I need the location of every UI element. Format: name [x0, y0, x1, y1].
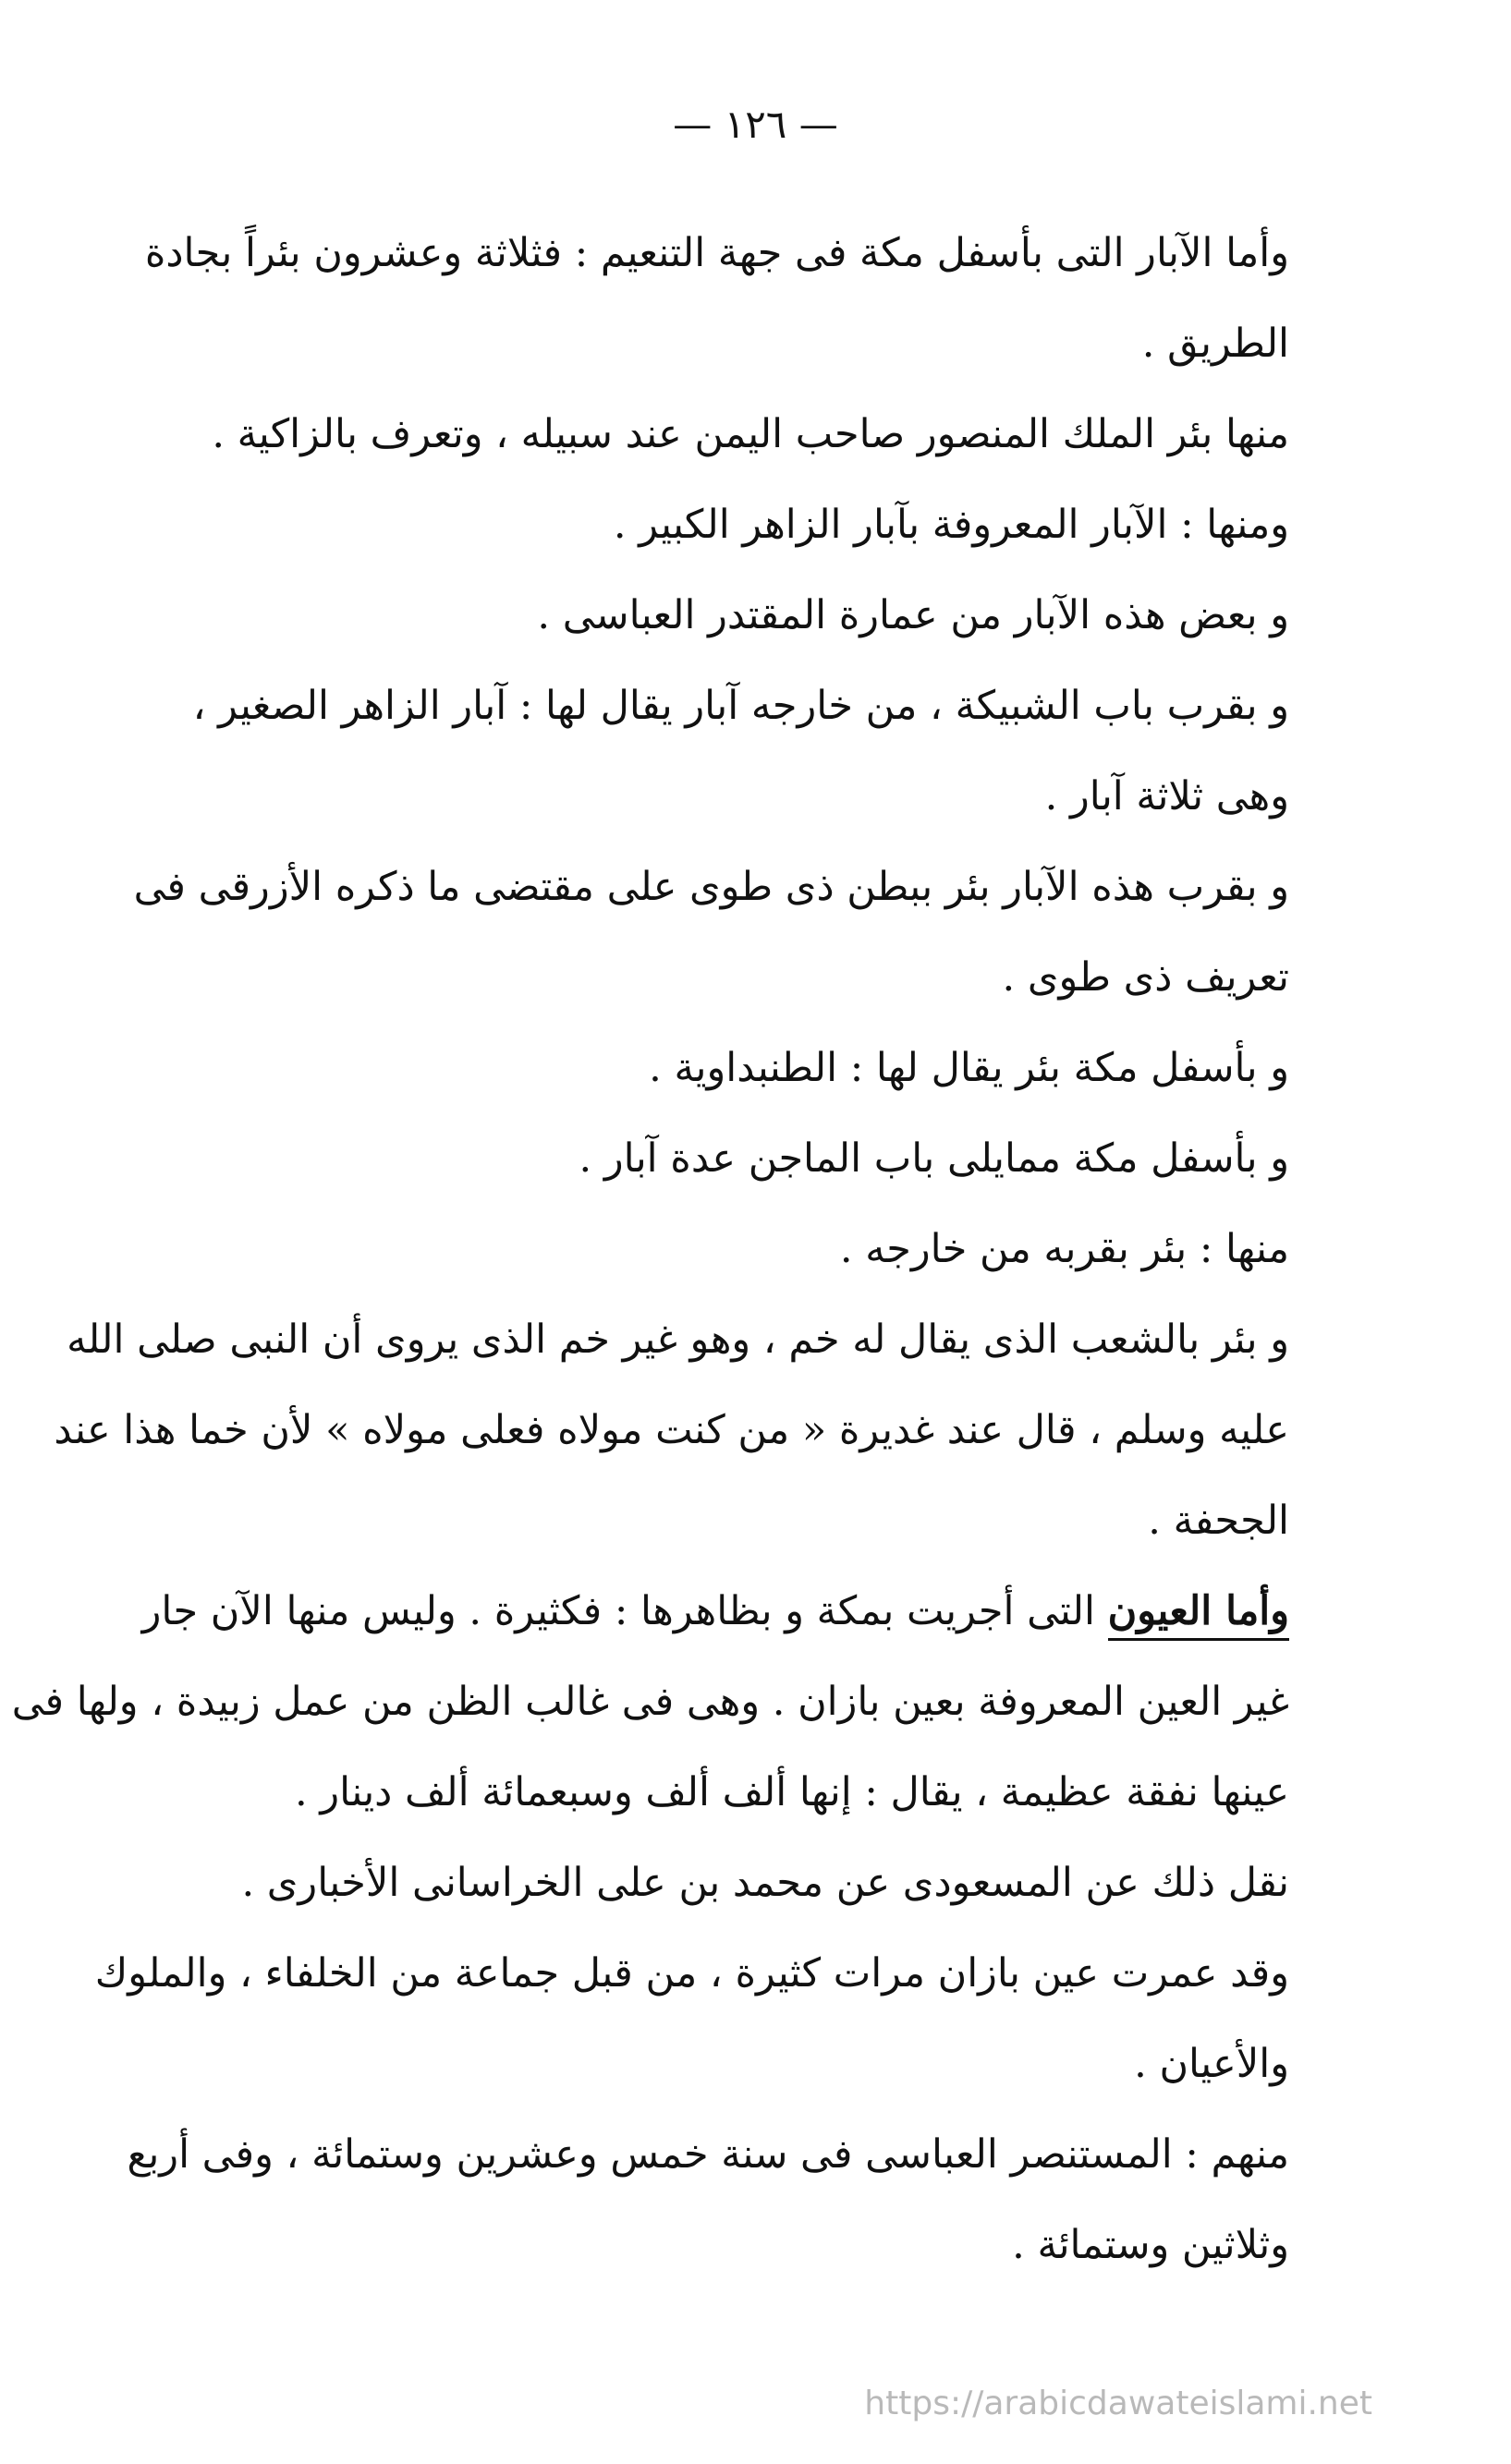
text-line-14: عليه وسلم ، قال عند غديرة « من كنت مولاه فعلى مولاه » لأن خما هذا عند — [54, 1407, 1289, 1453]
section-heading-uyun: وأما العيون — [1108, 1588, 1289, 1641]
text-line-23: وثلاثين وستمائة . — [1012, 2222, 1289, 2268]
text-line-1: وأما الآبار التى بأسفل مكة فى جهة التنعيم : فثلاثة وعشرون بئراً بجادة — [144, 230, 1289, 276]
text-line-12: منها : بئر بقربه من خارجه . — [839, 1226, 1289, 1272]
text-line-16-rest: التى أجريت بمكة و بظاهرها : فكثيرة . وليس منها الآن جار — [141, 1588, 1095, 1634]
text-line-19: نقل ذلك عن المسعودى عن محمد بن على الخراسانى الأخبارى . — [241, 1860, 1289, 1906]
page-number: — ١٢٦ — — [673, 102, 838, 147]
text-line-8: و بقرب هذه الآبار بئر ببطن ذى طوى على مقتضى ما ذكره الأزرقى فى — [133, 864, 1289, 910]
text-line-20: وقد عمرت عين بازان مرات كثيرة ، من قبل جماعة من الخلفاء ، والملوك — [94, 1950, 1289, 1997]
text-line-16 — [83, 1566, 1289, 1657]
text-line-6: و بقرب باب الشبيكة ، من خارجه آبار يقال لها : آبار الزاهر الصغير ، — [192, 683, 1289, 729]
text-line-17: غير العين المعروفة بعين بازان . وهى فى غالب الظن من عمل زبيدة ، ولها فى — [11, 1679, 1289, 1725]
text-line-18: عينها نفقة عظيمة ، يقال : إنها ألف ألف وسبعمائة ألف دينار . — [295, 1769, 1289, 1815]
text-line-11: و بأسفل مكة ممايلى باب الماجن عدة آبار . — [579, 1135, 1289, 1182]
text-line-21: والأعيان . — [1134, 2041, 1289, 2087]
text-line-22: منهم : المستنصر العباسى فى سنة خمس وعشرين وستمائة ، وفى أربع — [127, 2131, 1289, 2178]
text-line-13: و بئر بالشعب الذى يقال له خم ، وهو غير خم الذى يروى أن النبى صلى الله — [67, 1317, 1289, 1363]
text-line-4: ومنها : الآبار المعروفة بآبار الزاهر الكبير . — [613, 502, 1289, 548]
body-text — [11, 208, 1289, 2290]
text-line-5: و بعض هذه الآبار من عمارة المقتدر العباسى . — [537, 592, 1289, 638]
text-line-10: و بأسفل مكة بئر يقال لها : الطنبداوية . — [649, 1045, 1289, 1091]
text-line-15: الجحفة . — [1148, 1498, 1289, 1544]
text-line-2: الطريق . — [1141, 321, 1289, 367]
text-line-7: وهى ثلاثة آبار . — [1044, 773, 1289, 819]
watermark-url: https://arabicdawateislami.net — [864, 2385, 1372, 2422]
text-line-3: منها بئر الملك المنصور صاحب اليمن عند سبيله ، وتعرف بالزاكية . — [212, 411, 1289, 457]
text-line-9: تعريف ذى طوى . — [1002, 954, 1289, 1001]
